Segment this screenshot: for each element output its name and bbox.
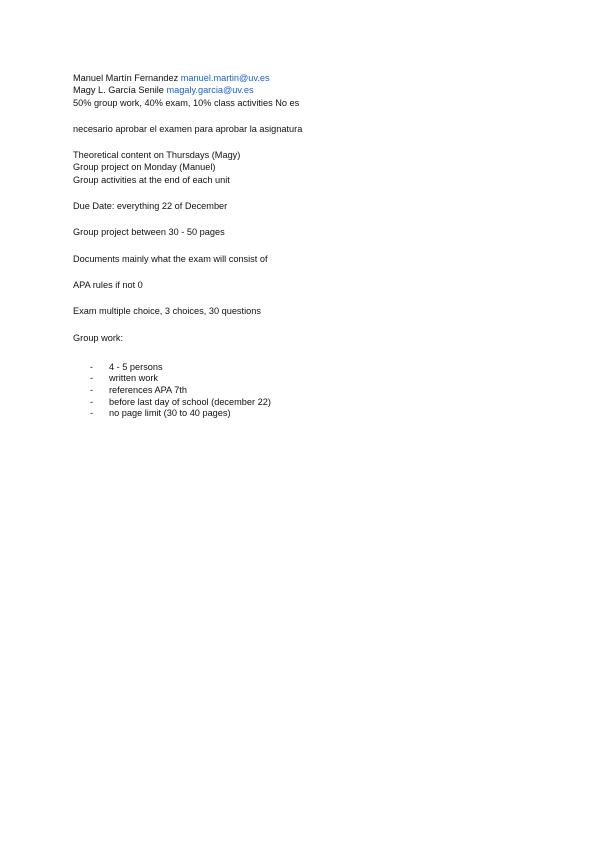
- list-item: [73, 373, 553, 385]
- contact-line-magy: [73, 84, 553, 96]
- bullet-dash: -: [90, 361, 94, 372]
- bullet-dash: -: [90, 396, 94, 407]
- list-item: [73, 362, 553, 374]
- email-link-manuel[interactable]: manuel.martin@uv.es: [180, 73, 270, 83]
- contact-line-manuel: [73, 72, 553, 84]
- list-item-text: no page limit (30 to 40 pages): [109, 408, 231, 419]
- list-item-text: before last day of school (december 22): [109, 396, 271, 407]
- documents-line: Documents mainly what the exam will consist of: [73, 253, 268, 264]
- bullet-dash: -: [90, 408, 94, 419]
- grading-line: 50% group work, 40% exam, 10% class activities No es: [73, 97, 300, 108]
- theory-schedule-line: Theoretical content on Thursdays (Magy): [73, 150, 241, 161]
- exam-note-line: necesario aprobar el examen para aprobar la asignatura: [73, 123, 303, 134]
- bullet-dash: -: [90, 373, 94, 384]
- list-item: [73, 408, 553, 420]
- group-work-heading: Group work:: [73, 332, 124, 343]
- exam-format-line: Exam multiple choice, 3 choices, 30 questions: [73, 306, 261, 317]
- list-item: [73, 397, 553, 409]
- group-work-list: [73, 362, 553, 420]
- list-item-text: written work: [109, 373, 159, 384]
- contact-name-magy: Magy L. García Senile: [73, 85, 164, 96]
- email-link-magy[interactable]: magaly.garcia@uv.es: [166, 85, 254, 96]
- activities-schedule-line: Group activities at the end of each unit: [73, 174, 230, 185]
- bullet-dash: -: [90, 385, 94, 396]
- page-count-line: Group project between 30 - 50 pages: [73, 227, 225, 238]
- list-item: [73, 385, 553, 397]
- contact-name-manuel: Manuel Martín Fernandez: [73, 73, 179, 83]
- list-item-text: 4 - 5 persons: [109, 361, 163, 372]
- document-body: [73, 72, 553, 420]
- project-schedule-line: Group project on Monday (Manuel): [73, 162, 216, 173]
- due-date-line: Due Date: everything 22 of December: [73, 201, 228, 212]
- list-item-text: references APA 7th: [109, 385, 187, 396]
- apa-line: APA rules if not 0: [73, 279, 143, 290]
